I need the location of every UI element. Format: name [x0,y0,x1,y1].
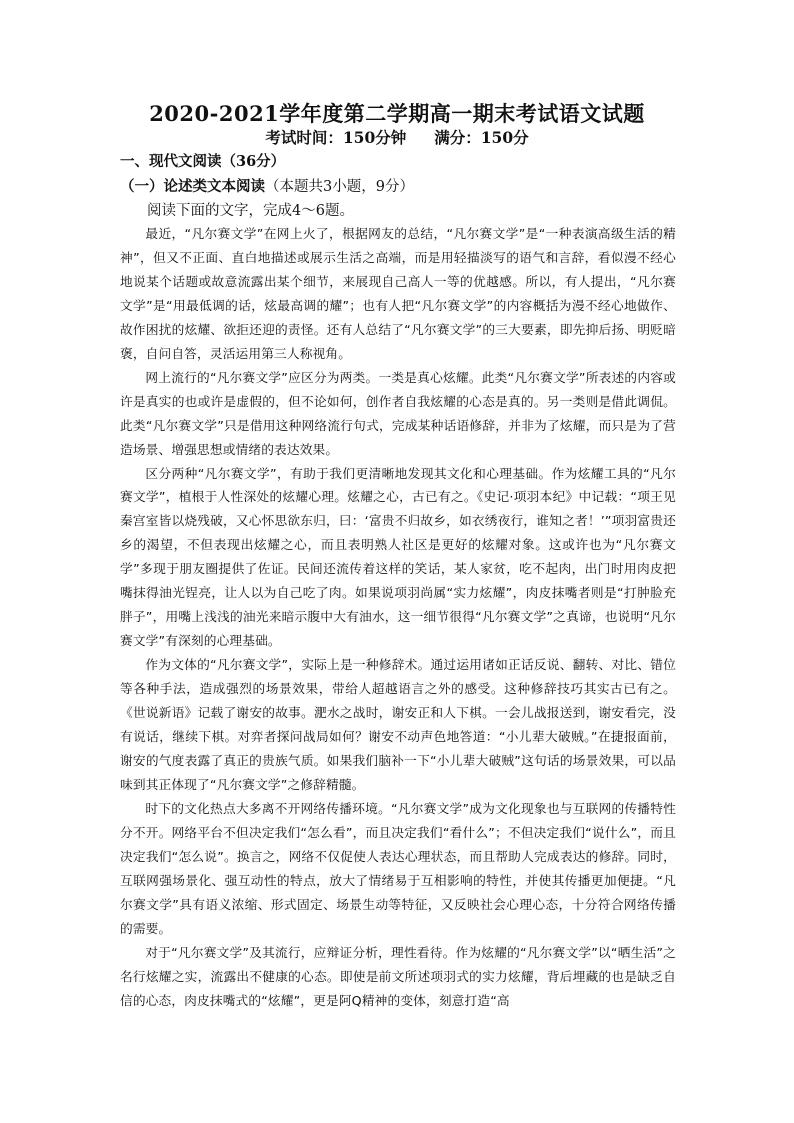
passage-paragraph: 最近，“凡尔赛文学”在网上火了，根据网友的总结，“凡尔赛文学”是“一种表演高级生活的精神”，但又不正面、直白地描述或展示生活之高端，而是用轻描淡写的语气和言辞，看似漫不经心地说某个话题或故意流露出某个细节，来展现自己高人一等的优越感。所以，有人提出，“凡尔赛文学”是“用最低调的话，炫最高调的耀”；也有人把“凡尔赛文学”的内容概括为漫不经心地做作、故作困扰的炫耀、欲拒还迎的责怪。还有人总结了“凡尔赛文学”的三大要素，即先抑后扬、明贬暗褒，自问自答，灵活运用第三人称视角。 [120,226,676,361]
exam-time: 考试时间：150分钟 [265,128,407,147]
passage-paragraph: 区分两种“凡尔赛文学”，有助于我们更清晰地发现其文化和心理基础。作为炫耀工具的“凡尔赛文学”，植根于人性深处的炫耀心理。炫耀之心，古已有之。《史记·项羽本纪》中记载：“项王见秦宫室皆以烧残破，又心怀思欲东归，曰：‘富贵不归故乡，如衣绣夜行，谁知之者！’”项羽富贵还乡的渴望，不但表现出炫耀之心，而且表明熟人社区是更好的炫耀对象。这或许也为“凡尔赛文学”多现于朋友圈提供了佐证。民间还流传着这样的笑话，某人家贫，吃不起肉，出门时用肉皮把嘴抹得油光锃亮，让人以为自己吃了肉。如果说项羽尚属“实力炫耀”，肉皮抹嘴者则是“打肿脸充胖子”，用嘴上浅浅的油光来暗示腹中大有油水，这一细节很得“凡尔赛文学”之真谛，也说明“凡尔赛文学”有深刻的心理基础。 [120,465,676,649]
exam-info [0,126,794,148]
subsection-note: （本题共3小题，9分） [265,179,414,195]
subsection-heading [120,175,414,196]
passage [120,222,676,1012]
exam-title: 2020-2021学年度第二学期高一期末考试语文试题 [149,101,645,126]
subsection-title: （一）论述类文本阅读 [120,178,265,195]
section-heading-reading: 一、现代文阅读（36分） [120,153,286,170]
passage-paragraph: 对于“凡尔赛文学”及其流行，应辩证分析，理性看待。作为炫耀的“凡尔赛文学”以“晒生活”之名行炫耀之实，流露出不健康的心态。即使是前文所述项羽式的实力炫耀，背后埋藏的也是缺乏自信的心态，肉皮抹嘴式的“炫耀”，更是阿Q精神的变体，刻意打造“高 [120,944,676,1008]
reading-instruction: 阅读下面的文字，完成4～6题。 [147,203,354,219]
passage-paragraph: 网上流行的“凡尔赛文学”应区分为两类。一类是真心炫耀。此类“凡尔赛文学”所表述的内容或许是真实的也或许是虚假的，但不论如何，创作者自我炫耀的心态是真的。另一类则是借此调侃。此类“凡尔赛文学”只是借用这种网络流行句式，完成某种话语修辞，并非为了炫耀，而只是为了营造场景、增强思想或情绪的表达效果。 [120,369,676,457]
passage-paragraph: 时下的文化热点大多离不开网络传播环境。“凡尔赛文学”成为文化现象也与互联网的传播特性分不开。网络平台不但决定我们“怎么看”，而且决定我们“看什么”；不但决定我们“说什么”，而且决定我们“怎么说”。换言之，网络不仅促使人表达心理状态，而且帮助人完成表达的修辞。同时，互联网强场景化、强互动性的特点，放大了情绪易于互相影响的特性，并使其传播更加便捷。“凡尔赛文学”具有语义浓缩、形式固定、场景生动等特征，又反映社会心理心态，十分符合网络传播的需要。 [120,800,676,936]
passage-paragraph: 作为文体的“凡尔赛文学”，实际上是一种修辞术。通过运用诸如正话反说、翻转、对比、错位等各种手法，造成强烈的场景效果，带给人超越语言之外的感受。这种修辞技巧其实古已有之。《世说新语》记载了谢安的故事。淝水之战时，谢安正和人下棋。一会儿战报送到，谢安看完，没有说话，继续下棋。对弈者探问战局如何？谢安不动声色地答道：“小儿辈大破贼。”在捷报面前，谢安的气度表露了真正的贵族气质。如果我们脑补一下“小儿辈大破贼”这句话的场景效果，可以品味到其正体现了“凡尔赛文学”之修辞精髓。 [120,657,676,792]
exam-score: 满分：150分 [434,128,529,147]
